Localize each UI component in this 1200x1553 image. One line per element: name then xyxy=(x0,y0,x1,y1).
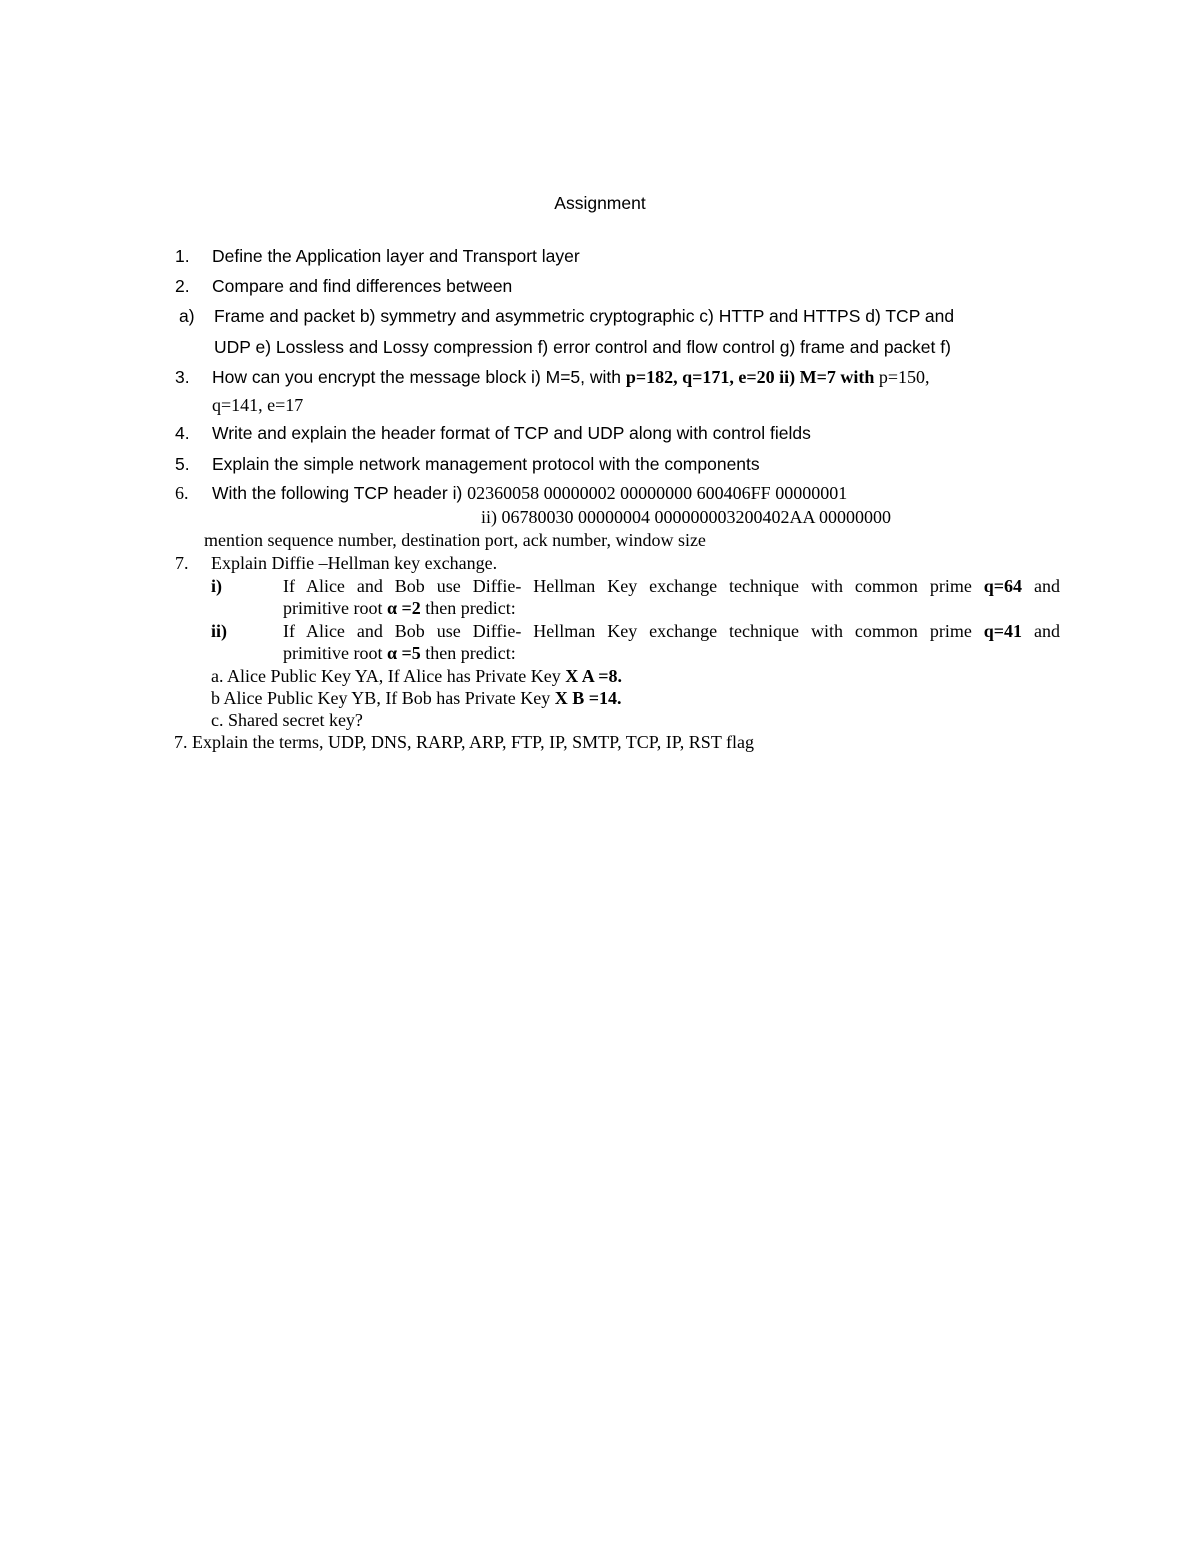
question-2-text: Compare and find differences between xyxy=(212,276,513,296)
question-8-text: 7. Explain the terms, UDP, DNS, RARP, ARP, FTP, IP, SMTP, TCP, IP, RST flag xyxy=(174,732,754,752)
question-3-text xyxy=(212,365,930,391)
question-7-b xyxy=(211,686,622,710)
question-7-ii-line-2 xyxy=(283,641,516,665)
question-7-i-label: i) xyxy=(211,576,222,596)
question-7-i-predict: then predict: xyxy=(420,598,516,618)
question-7-c: c. Shared secret key? xyxy=(211,710,363,730)
question-7-i-label-wrap xyxy=(211,574,222,598)
question-4-number: 4. xyxy=(175,423,190,443)
question-2a-label: a) xyxy=(179,306,195,326)
question-6-text xyxy=(212,481,847,507)
question-5-number: 5. xyxy=(175,454,190,474)
question-5-text: Explain the simple network management protocol with the components xyxy=(212,454,760,474)
question-7-ii-prime: q=41 xyxy=(983,621,1023,641)
question-3-tail: p=150, xyxy=(878,367,930,387)
question-7-ii-and: and xyxy=(1022,621,1060,641)
question-7-i-text: If Alice and Bob use Diffie- Hellman Key exchange technique with common prime xyxy=(283,576,984,596)
question-1-number: 1. xyxy=(175,246,190,266)
question-7-i-and: and xyxy=(1022,576,1060,596)
question-7-i-line-1 xyxy=(283,575,1060,597)
question-6-lead: With the following TCP header i) xyxy=(212,483,468,503)
question-7-ii-line-1 xyxy=(283,620,1060,642)
question-4-text: Write and explain the header format of TCP and UDP along with control fields xyxy=(212,423,811,443)
question-7-i-prime: q=64 xyxy=(983,576,1023,596)
question-2a-line-2: UDP e) Lossless and Lossy compression f) error control and flow control g) frame and packet f) xyxy=(214,337,951,357)
question-7-ii-label-wrap xyxy=(211,619,227,643)
question-7-a-bold: X A =8. xyxy=(565,666,623,686)
question-7-number: 7. xyxy=(175,553,189,573)
question-3-bold-values: p=182, q=171, e=20 ii) M=7 with xyxy=(625,367,879,387)
question-2a-line-1: Frame and packet b) symmetry and asymmetric cryptographic c) HTTP and HTTPS d) TCP and xyxy=(214,306,955,326)
question-6-mention: mention sequence number, destination port, ack number, window size xyxy=(204,530,706,550)
question-7-ii-predict: then predict: xyxy=(420,643,516,663)
question-7-ii-text: If Alice and Bob use Diffie- Hellman Key exchange technique with common prime xyxy=(283,621,984,641)
question-3-lead: How can you encrypt the message block i) M=5, with xyxy=(212,367,626,387)
question-7-i-alpha: α =2 xyxy=(386,598,421,618)
question-7-i-line-2 xyxy=(283,596,516,620)
question-2-number: 2. xyxy=(175,276,190,296)
question-7-a-text: a. Alice Public Key YA, If Alice has Private Key xyxy=(211,666,566,686)
question-1-text: Define the Application layer and Transport layer xyxy=(212,246,580,266)
question-7-a xyxy=(211,664,622,688)
question-6-number: 6. xyxy=(175,483,189,503)
question-7-ii-root-text: primitive root xyxy=(283,643,387,663)
question-7-i-root-text: primitive root xyxy=(283,598,387,618)
question-7-b-bold: X B =14. xyxy=(554,688,622,708)
question-7-ii-alpha: α =5 xyxy=(386,643,421,663)
question-7-b-text: b Alice Public Key YB, If Bob has Private Key xyxy=(211,688,555,708)
tcp-header-hex-1: 02360058 00000002 00000000 600406FF 00000001 xyxy=(467,483,848,503)
question-3-number: 3. xyxy=(175,367,190,387)
page-title: Assignment xyxy=(554,193,646,213)
tcp-header-hex-2: ii) 06780030 00000004 000000003200402AA 00000000 xyxy=(481,507,892,527)
question-3-line-2: q=141, e=17 xyxy=(212,395,304,415)
question-7-ii-label: ii) xyxy=(211,621,227,641)
question-7-text: Explain Diffie –Hellman key exchange. xyxy=(211,553,498,573)
